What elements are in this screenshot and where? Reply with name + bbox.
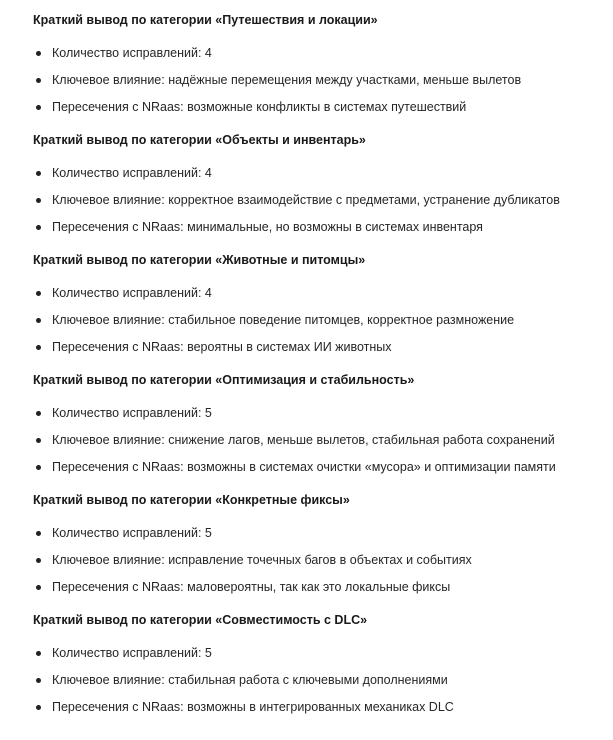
list-item <box>0 579 613 595</box>
list-item-text: Ключевое влияние: корректное взаимодействие с предметами, устранение дубликатов <box>52 193 560 207</box>
bullet-icon <box>36 465 41 470</box>
list-item-text: Пересечения с NRaas: минимальные, но возможны в системах инвентаря <box>52 220 483 234</box>
list-item-text: Количество исправлений: 5 <box>52 406 212 420</box>
list-item <box>0 99 613 115</box>
list-item <box>0 699 613 715</box>
list-item-text: Пересечения с NRaas: вероятны в системах ИИ животных <box>52 340 392 354</box>
bullet-icon <box>36 105 41 110</box>
list-item-text: Ключевое влияние: исправление точечных багов в объектах и событиях <box>52 553 472 567</box>
list-item <box>0 552 613 568</box>
bullet-icon <box>36 531 41 536</box>
list-item <box>0 525 613 541</box>
list-item-text: Количество исправлений: 4 <box>52 166 212 180</box>
bullet-icon <box>36 78 41 83</box>
bullet-icon <box>36 411 41 416</box>
list-item <box>0 165 613 181</box>
list-item-text: Количество исправлений: 4 <box>52 286 212 300</box>
list-item-text: Количество исправлений: 5 <box>52 646 212 660</box>
list-item <box>0 285 613 301</box>
list-item <box>0 45 613 61</box>
list-item-text: Пересечения с NRaas: возможны в интегрированных механиках DLC <box>52 700 454 714</box>
bullet-icon <box>36 171 41 176</box>
list-item <box>0 645 613 661</box>
list-item <box>0 672 613 688</box>
bullet-icon <box>36 585 41 590</box>
section-heading: Краткий вывод по категории «Объекты и инвентарь» <box>33 133 366 147</box>
bullet-icon <box>36 198 41 203</box>
bullet-icon <box>36 678 41 683</box>
list-item-text: Ключевое влияние: стабильная работа с ключевыми дополнениями <box>52 673 448 687</box>
section-heading: Краткий вывод по категории «Путешествия и локации» <box>33 13 378 27</box>
list-item <box>0 192 613 208</box>
bullet-icon <box>36 651 41 656</box>
list-item <box>0 459 613 475</box>
bullet-icon <box>36 438 41 443</box>
section-heading: Краткий вывод по категории «Животные и питомцы» <box>33 253 366 267</box>
list-item-text: Ключевое влияние: снижение лагов, меньше вылетов, стабильная работа сохранений <box>52 433 555 447</box>
list-item <box>0 405 613 421</box>
bullet-icon <box>36 51 41 56</box>
list-item-text: Ключевое влияние: стабильное поведение питомцев, корректное размножение <box>52 313 515 327</box>
section-heading: Краткий вывод по категории «Конкретные фиксы» <box>33 493 350 507</box>
bullet-icon <box>36 291 41 296</box>
list-item <box>0 312 613 328</box>
list-item-text: Количество исправлений: 4 <box>52 46 212 60</box>
bullet-icon <box>36 225 41 230</box>
list-item <box>0 219 613 235</box>
list-item <box>0 339 613 355</box>
list-item-text: Количество исправлений: 5 <box>52 526 212 540</box>
bullet-icon <box>36 558 41 563</box>
list-item-text: Пересечения с NRaas: маловероятны, так как это локальные фиксы <box>52 580 451 594</box>
bullet-icon <box>36 705 41 710</box>
list-item-text: Пересечения с NRaas: возможны в системах очистки «мусора» и оптимизации памяти <box>52 460 556 474</box>
list-item-text: Пересечения с NRaas: возможные конфликты в системах путешествий <box>52 100 467 114</box>
section-heading: Краткий вывод по категории «Оптимизация и стабильность» <box>33 373 415 387</box>
list-item <box>0 72 613 88</box>
bullet-icon <box>36 318 41 323</box>
section-heading: Краткий вывод по категории «Совместимость с DLC» <box>33 613 368 627</box>
list-item-text: Ключевое влияние: надёжные перемещения между участками, меньше вылетов <box>52 73 522 87</box>
bullet-icon <box>36 345 41 350</box>
list-item <box>0 432 613 448</box>
